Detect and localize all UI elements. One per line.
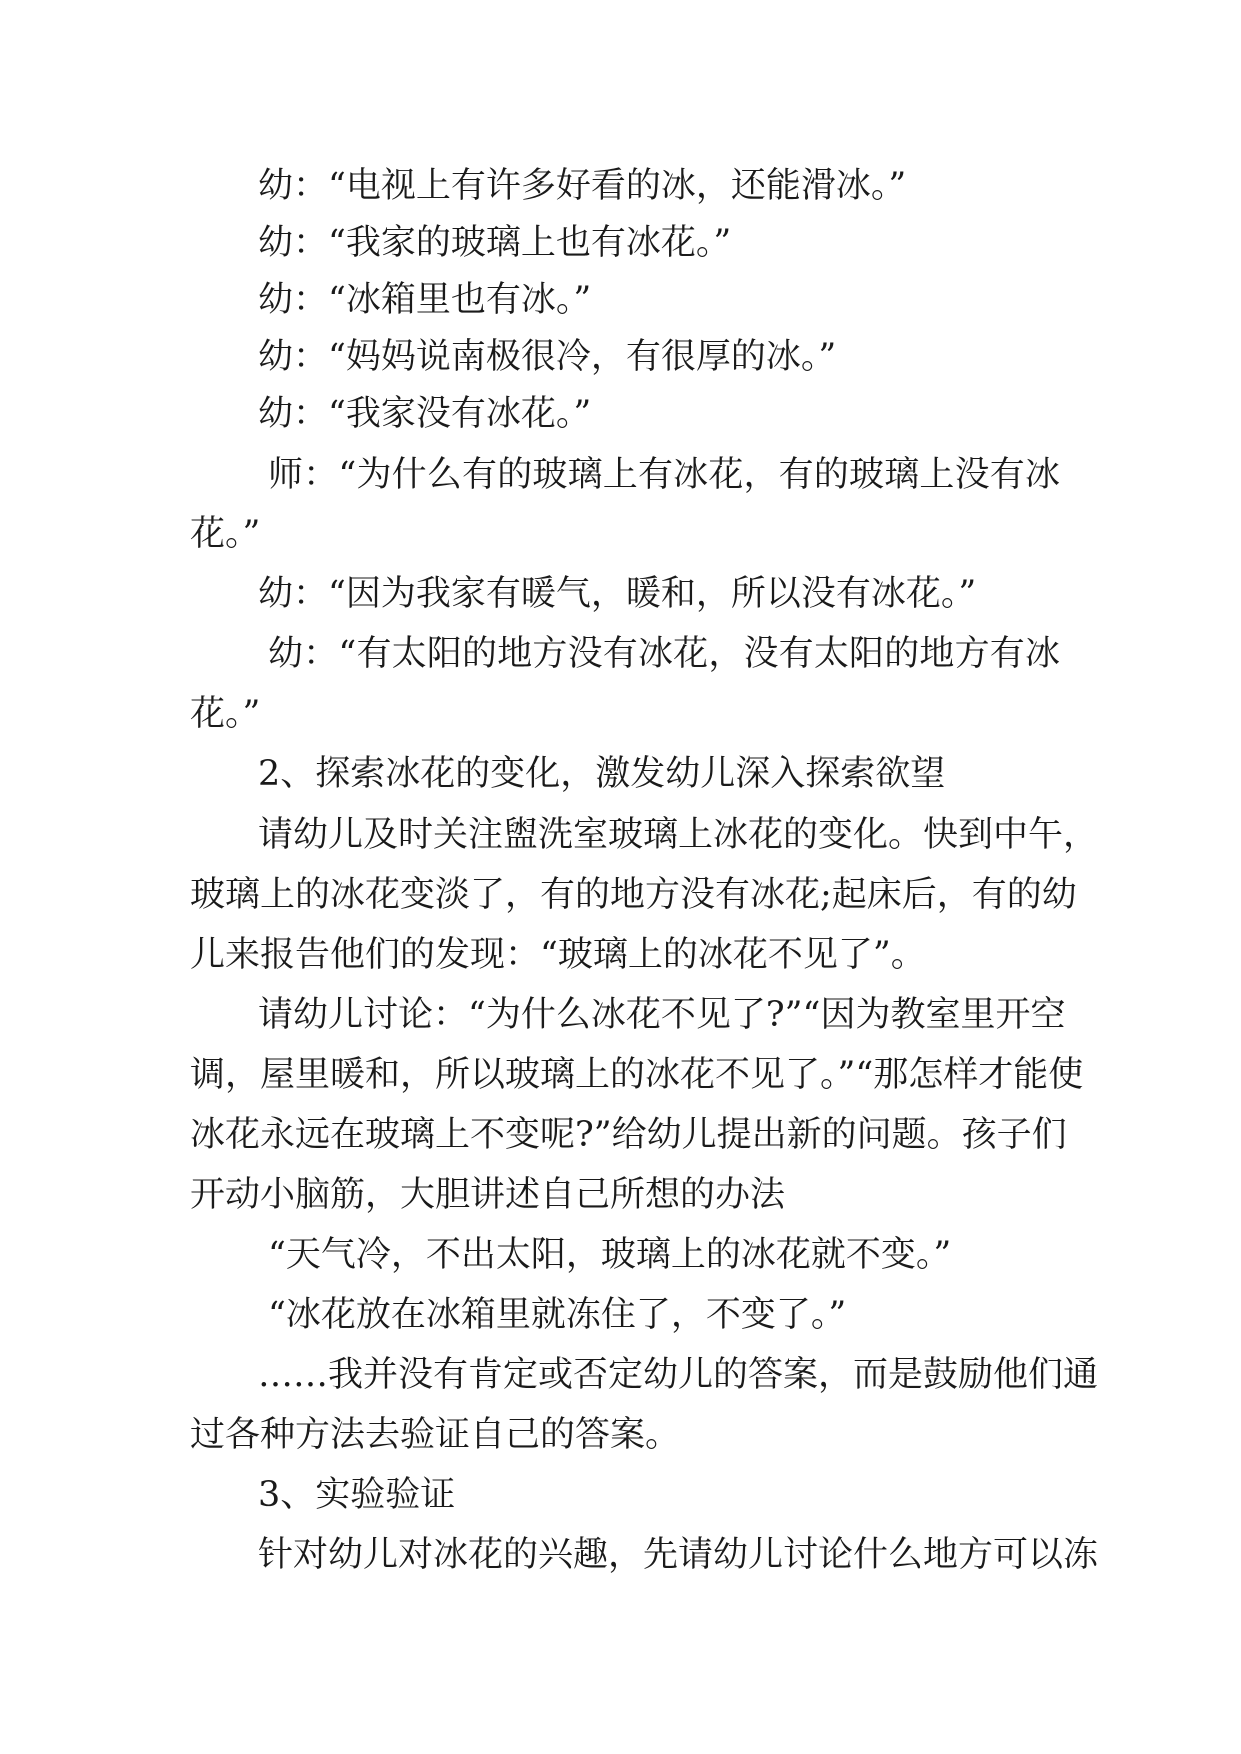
dialogue-line: 幼：“电视上有许多好看的冰，还能滑冰。” [258,166,907,206]
paragraph-line: 过各种方法去验证自己的答案。 [190,1415,681,1455]
paragraph-line: ……我并没有肯定或否定幼儿的答案，而是鼓励他们通 [258,1355,1099,1395]
paragraph-line: 儿来报告他们的发现：“玻璃上的冰花不见了”。 [190,935,926,975]
dialogue-line: 幼：“有太阳的地方没有冰花，没有太阳的地方有冰 [268,634,1060,674]
section-heading: 3、实验验证 [258,1475,456,1515]
dialogue-line: 师：“为什么有的玻璃上有冰花，有的玻璃上没有冰 [268,455,1060,495]
dialogue-line: 幼：“因为我家有暖气，暖和，所以没有冰花。” [258,574,977,614]
dialogue-line: 幼：“我家的玻璃上也有冰花。” [258,223,732,263]
dialogue-line: 幼：“我家没有冰花。” [258,394,592,434]
paragraph-line: 请幼儿及时关注盥洗室玻璃上冰花的变化。快到中午， [258,815,1099,855]
paragraph-line: 冰花永远在玻璃上不变呢?”给幼儿提出新的问题。孩子们 [190,1115,1067,1155]
dialogue-line-continued: 花。” [190,694,261,734]
paragraph-line: 玻璃上的冰花变淡了，有的地方没有冰花;起床后，有的幼 [190,875,1077,915]
quote-line: “冰花放在冰箱里就冻住了，不变了。” [268,1295,847,1335]
quote-line: “天气冷，不出太阳，玻璃上的冰花就不变。” [268,1235,952,1275]
paragraph-line: 请幼儿讨论：“为什么冰花不见了?”“因为教室里开空 [258,995,1066,1035]
paragraph-line: 调，屋里暖和，所以玻璃上的冰花不见了。”“那怎样才能使 [190,1055,1084,1095]
dialogue-line-continued: 花。” [190,514,261,554]
section-heading: 2、探索冰花的变化，激发幼儿深入探索欲望 [258,754,946,794]
dialogue-line: 幼：“妈妈说南极很冷，有很厚的冰。” [258,337,837,377]
dialogue-line: 幼：“冰箱里也有冰。” [258,280,592,320]
paragraph-line: 针对幼儿对冰花的兴趣，先请幼儿讨论什么地方可以冻 [258,1535,1099,1575]
paragraph-line: 开动小脑筋，大胆讲述自己所想的办法 [190,1175,786,1215]
